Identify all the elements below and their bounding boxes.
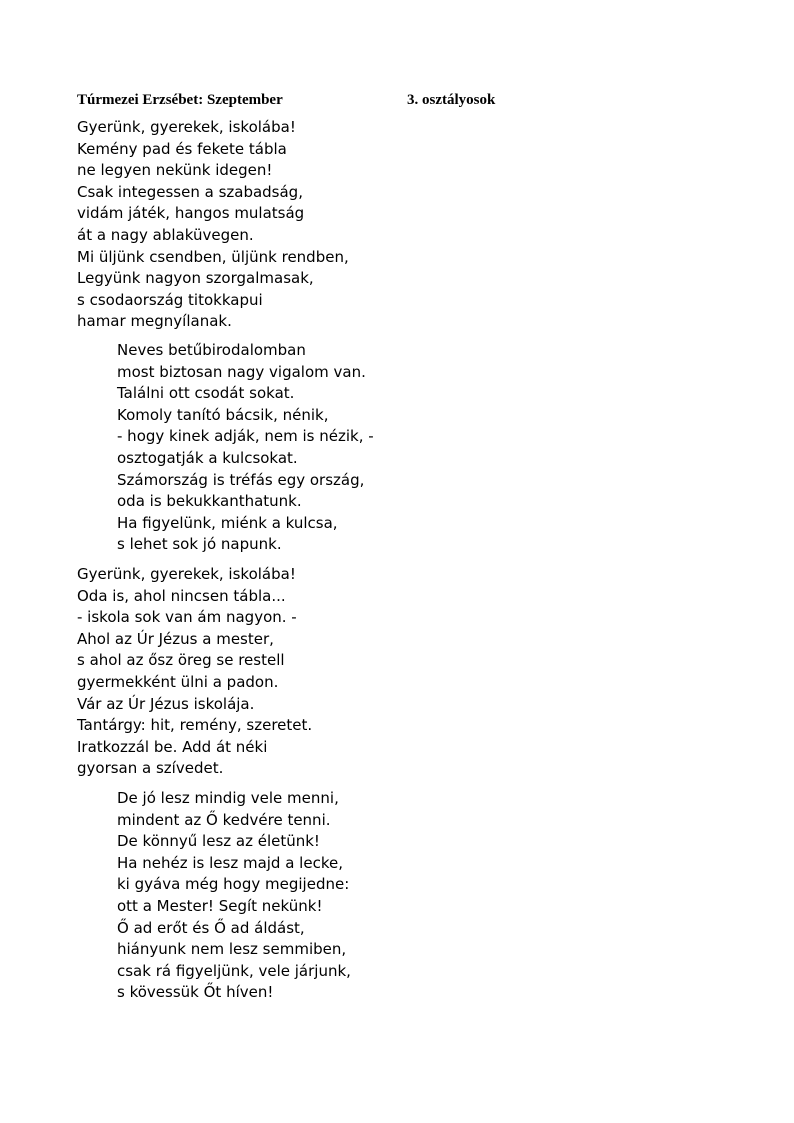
poem-line: Ha nehéz is lesz majd a lecke,	[117, 853, 343, 872]
poem-line: De jó lesz mindig vele menni,	[117, 789, 339, 807]
stanza-1	[77, 117, 349, 333]
poem-line: mindent az Ő kedvére tenni.	[117, 810, 331, 829]
poem-line: Gyerünk, gyerekek, iskolába!	[77, 565, 296, 583]
poem-line: s lehet sok jó napunk.	[117, 535, 282, 554]
poem-line: Vár az Úr Jézus iskolája.	[77, 694, 255, 713]
poem-line: Legyünk nagyon szorgalmasak,	[77, 269, 314, 288]
poem-line: gyorsan a szívedet.	[77, 759, 224, 778]
poem-line: ki gyáva még hogy megijedne:	[117, 875, 350, 894]
poem-line: oda is bekukkanthatunk.	[117, 492, 302, 511]
poem-line: Ha figyelünk, miénk a kulcsa,	[117, 513, 338, 532]
poem-line: ott a Mester! Segít nekünk!	[117, 896, 323, 915]
poem-line: Mi üljünk csendben, üljünk rendben,	[77, 247, 349, 266]
poem-line: gyermekként ülni a padon.	[77, 672, 279, 691]
stanza-2	[117, 340, 374, 556]
stanza-3	[77, 564, 312, 780]
poem-line: - iskola sok van ám nagyon. -	[77, 608, 297, 627]
document-header	[77, 92, 597, 112]
poem-line: most biztosan nagy vigalom van.	[117, 362, 366, 381]
poem-line: s csodaország titokkapui	[77, 290, 263, 309]
poem-line: Csak integessen a szabadság,	[77, 182, 303, 201]
stanza-4	[117, 788, 351, 1004]
poem-line: át a nagy ablaküvegen.	[77, 225, 254, 244]
poem-line: De könnyű lesz az életünk!	[117, 832, 320, 851]
poem-line: Iratkozzál be. Add át néki	[77, 737, 268, 756]
poem-line: hamar megnyílanak.	[77, 312, 232, 331]
poem-line: Számország is tréfás egy ország,	[117, 470, 365, 489]
poem-line: Gyerünk, gyerekek, iskolába!	[77, 118, 296, 136]
grade-label: 3. osztályosok	[407, 92, 496, 108]
poem-line: Tantárgy: hit, remény, szeretet.	[77, 716, 313, 735]
poem-line: vidám játék, hangos mulatság	[77, 204, 305, 223]
poem-line: s kövessük Őt híven!	[117, 983, 274, 1002]
poem-line: s ahol az ősz öreg se restell	[77, 651, 285, 670]
poem-line: Oda is, ahol nincsen tábla...	[77, 586, 286, 605]
poem-line: - hogy kinek adják, nem is nézik, -	[117, 427, 374, 446]
poem-line: Neves betűbirodalomban	[117, 341, 306, 359]
poem-line: Komoly tanító bácsik, nénik,	[117, 405, 329, 424]
poem-line: Kemény pad és fekete tábla	[77, 139, 287, 158]
poem-line: hiányunk nem lesz semmiben,	[117, 940, 347, 959]
poem-line: Találni ott csodát sokat.	[117, 384, 295, 403]
poem-line: ne legyen nekünk idegen!	[77, 161, 273, 180]
poem-line: Ő ad erőt és Ő ad áldást,	[117, 918, 305, 937]
poem-line: Ahol az Úr Jézus a mester,	[77, 629, 274, 648]
poem-line: csak rá figyeljünk, vele járjunk,	[117, 961, 351, 980]
poem-title: Túrmezei Erzsébet: Szeptember	[77, 92, 283, 108]
poem-line: osztogatják a kulcsokat.	[117, 448, 298, 467]
